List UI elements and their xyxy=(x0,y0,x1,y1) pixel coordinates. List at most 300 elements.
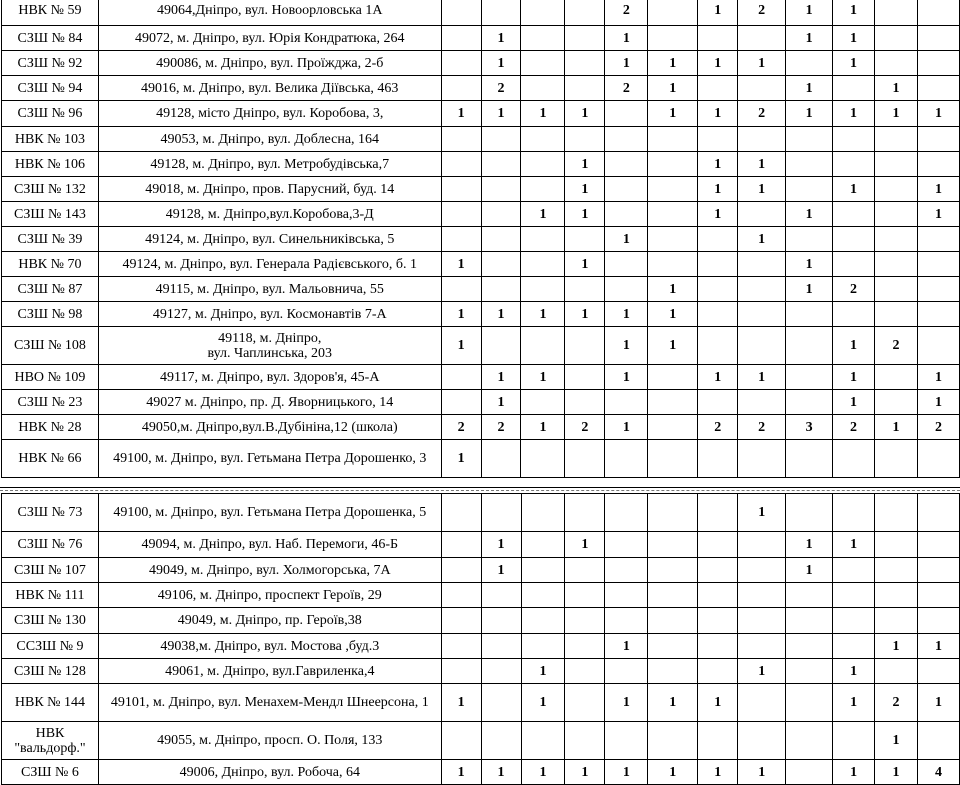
count-cell: 1 xyxy=(833,365,875,390)
count-cell: 1 xyxy=(565,532,605,558)
count-cell xyxy=(786,684,833,722)
count-cell: 1 xyxy=(833,760,875,785)
count-cell: 1 xyxy=(738,152,786,177)
count-cell xyxy=(521,390,565,415)
count-cell: 1 xyxy=(605,227,648,252)
count-cell: 1 xyxy=(917,177,959,202)
count-cell xyxy=(648,494,698,532)
count-cell xyxy=(917,277,959,302)
count-cell xyxy=(917,608,959,634)
count-cell xyxy=(698,127,738,152)
count-cell: 1 xyxy=(605,327,648,365)
count-cell xyxy=(521,634,565,659)
count-cell: 1 xyxy=(481,760,521,785)
count-cell xyxy=(786,227,833,252)
count-cell xyxy=(738,127,786,152)
count-cell: 1 xyxy=(786,558,833,583)
count-cell xyxy=(786,608,833,634)
school-address-cell: 49128, м. Дніпро,вул.Коробова,3-Д xyxy=(98,202,441,227)
count-cell xyxy=(481,177,521,202)
school-address-cell: 49049, м. Дніпро, вул. Холмогорська, 7А xyxy=(98,558,441,583)
count-cell xyxy=(917,558,959,583)
count-cell xyxy=(441,558,481,583)
count-cell xyxy=(738,277,786,302)
count-cell xyxy=(833,227,875,252)
count-cell: 1 xyxy=(874,101,917,127)
school-name-cell: СЗШ № 6 xyxy=(2,760,99,785)
count-cell xyxy=(648,722,698,760)
school-address-cell: 49127, м. Дніпро, вул. Космонавтів 7-А xyxy=(98,302,441,327)
count-cell: 2 xyxy=(917,415,959,440)
table-row xyxy=(2,152,960,177)
table-row xyxy=(2,608,960,634)
count-cell xyxy=(605,277,648,302)
count-cell xyxy=(605,494,648,532)
count-cell xyxy=(441,26,481,51)
count-cell xyxy=(521,252,565,277)
count-cell xyxy=(786,365,833,390)
school-address-cell: 49038,м. Дніпро, вул. Мостова ,буд.3 xyxy=(98,634,441,659)
count-cell xyxy=(481,634,521,659)
count-cell xyxy=(481,608,521,634)
count-cell xyxy=(441,365,481,390)
count-cell xyxy=(786,440,833,478)
table-row xyxy=(2,252,960,277)
count-cell: 2 xyxy=(481,415,521,440)
count-cell xyxy=(521,277,565,302)
count-cell xyxy=(874,390,917,415)
count-cell xyxy=(874,127,917,152)
count-cell: 1 xyxy=(698,365,738,390)
count-cell: 1 xyxy=(786,252,833,277)
count-cell xyxy=(833,302,875,327)
count-cell xyxy=(786,302,833,327)
table-row xyxy=(2,227,960,252)
count-cell xyxy=(521,177,565,202)
count-cell: 1 xyxy=(648,277,698,302)
count-cell xyxy=(565,684,605,722)
count-cell: 1 xyxy=(441,101,481,127)
school-address-cell: 49006, Дніпро, вул. Робоча, 64 xyxy=(98,760,441,785)
count-cell xyxy=(481,440,521,478)
count-cell xyxy=(481,152,521,177)
count-cell: 1 xyxy=(833,177,875,202)
count-cell: 1 xyxy=(521,684,565,722)
count-cell xyxy=(441,494,481,532)
count-cell xyxy=(481,583,521,608)
table-row xyxy=(2,390,960,415)
count-cell xyxy=(441,390,481,415)
count-cell: 1 xyxy=(738,659,786,684)
count-cell xyxy=(874,302,917,327)
count-cell: 1 xyxy=(521,659,565,684)
table-row xyxy=(2,415,960,440)
table-row xyxy=(2,76,960,101)
count-cell: 2 xyxy=(875,684,918,722)
school-name-cell: СЗШ № 73 xyxy=(2,494,99,532)
count-cell xyxy=(481,722,521,760)
school-name-cell: СЗШ № 132 xyxy=(2,177,99,202)
table-row xyxy=(2,101,960,127)
count-cell: 1 xyxy=(441,302,481,327)
count-cell: 1 xyxy=(521,202,565,227)
count-cell xyxy=(875,608,918,634)
count-cell xyxy=(917,51,959,76)
count-cell xyxy=(605,202,648,227)
count-cell: 1 xyxy=(833,26,875,51)
count-cell: 1 xyxy=(605,51,648,76)
count-cell xyxy=(565,558,605,583)
school-address-cell: 49128, місто Дніпро, вул. Коробова, 3, xyxy=(98,101,441,127)
count-cell xyxy=(521,76,565,101)
count-cell: 1 xyxy=(441,327,481,365)
count-cell xyxy=(917,76,959,101)
school-address-cell: 49100, м. Дніпро, вул. Гетьмана Петра Дорошенко, 3 xyxy=(98,440,441,478)
count-cell xyxy=(917,494,959,532)
count-cell xyxy=(565,722,605,760)
count-cell xyxy=(786,390,833,415)
count-cell xyxy=(605,177,648,202)
count-cell: 1 xyxy=(521,101,565,127)
school-name-cell: НВК № 103 xyxy=(2,127,99,152)
count-cell xyxy=(698,277,738,302)
count-cell xyxy=(565,327,605,365)
count-cell xyxy=(738,26,786,51)
count-cell: 1 xyxy=(698,0,738,26)
count-cell xyxy=(605,252,648,277)
school-name-cell: СЗШ № 94 xyxy=(2,76,99,101)
count-cell xyxy=(481,0,521,26)
table-row xyxy=(2,440,960,478)
count-cell xyxy=(874,177,917,202)
count-cell xyxy=(833,440,875,478)
count-cell: 1 xyxy=(648,302,698,327)
school-name-cell: НВК № 59 xyxy=(2,0,99,26)
school-address-cell: 49050,м. Дніпро,вул.В.Дубініна,12 (школа) xyxy=(98,415,441,440)
count-cell: 1 xyxy=(605,415,648,440)
count-cell: 1 xyxy=(738,51,786,76)
school-address-cell: 49064,Дніпро, вул. Новоорловська 1А xyxy=(98,0,441,26)
page-break-dotted-line xyxy=(0,490,960,491)
count-cell: 1 xyxy=(481,365,521,390)
school-address-cell: 49124, м. Дніпро, вул. Синельниківська, 5 xyxy=(98,227,441,252)
school-address-cell: 49100, м. Дніпро, вул. Гетьмана Петра Дорошенка, 5 xyxy=(98,494,441,532)
count-cell xyxy=(698,227,738,252)
school-address-cell: 49027 м. Дніпро, пр. Д. Яворницького, 14 xyxy=(98,390,441,415)
count-cell xyxy=(481,494,521,532)
count-cell: 1 xyxy=(648,760,698,785)
count-cell xyxy=(565,365,605,390)
school-address-cell: 49055, м. Дніпро, просп. О. Поля, 133 xyxy=(98,722,441,760)
count-cell xyxy=(698,608,738,634)
count-cell xyxy=(833,494,875,532)
school-name-cell: СЗШ № 76 xyxy=(2,532,99,558)
count-cell xyxy=(648,634,698,659)
count-cell xyxy=(917,152,959,177)
count-cell xyxy=(917,583,959,608)
count-cell xyxy=(874,152,917,177)
school-address-cell: 49124, м. Дніпро, вул. Генерала Радієвського, б. 1 xyxy=(98,252,441,277)
count-cell xyxy=(441,583,481,608)
count-cell: 1 xyxy=(698,202,738,227)
count-cell xyxy=(481,202,521,227)
count-cell xyxy=(481,252,521,277)
count-cell: 1 xyxy=(698,152,738,177)
count-cell xyxy=(698,558,738,583)
count-cell xyxy=(521,722,565,760)
count-cell: 1 xyxy=(605,365,648,390)
school-name-cell: НВК № 111 xyxy=(2,583,99,608)
table-row xyxy=(2,558,960,583)
count-cell: 1 xyxy=(521,415,565,440)
count-cell xyxy=(648,227,698,252)
schools-table-upper xyxy=(1,0,960,478)
count-cell xyxy=(565,494,605,532)
table-row xyxy=(2,494,960,532)
count-cell xyxy=(738,252,786,277)
count-cell: 1 xyxy=(521,365,565,390)
count-cell xyxy=(786,583,833,608)
school-name-cell: НВК № 70 xyxy=(2,252,99,277)
count-cell xyxy=(738,76,786,101)
school-address-cell: 49101, м. Дніпро, вул. Менахем-Мендл Шнеерсона, 1 xyxy=(98,684,441,722)
count-cell xyxy=(917,440,959,478)
school-name-cell: ССЗШ № 9 xyxy=(2,634,99,659)
count-cell: 2 xyxy=(738,0,786,26)
count-cell xyxy=(481,127,521,152)
count-cell xyxy=(698,722,738,760)
school-address-cell: 49118, м. Дніпро, вул. Чаплинська, 203 xyxy=(98,327,441,365)
count-cell xyxy=(698,302,738,327)
count-cell xyxy=(698,252,738,277)
school-name-cell: СЗШ № 96 xyxy=(2,101,99,127)
count-cell xyxy=(786,177,833,202)
count-cell xyxy=(738,608,786,634)
count-cell xyxy=(917,252,959,277)
school-address-cell: 49094, м. Дніпро, вул. Наб. Перемоги, 46-Б xyxy=(98,532,441,558)
count-cell: 1 xyxy=(648,76,698,101)
table-row xyxy=(2,277,960,302)
count-cell xyxy=(648,252,698,277)
count-cell: 2 xyxy=(565,415,605,440)
count-cell xyxy=(917,532,959,558)
school-name-cell: НВК № 28 xyxy=(2,415,99,440)
count-cell xyxy=(605,152,648,177)
count-cell xyxy=(874,0,917,26)
count-cell xyxy=(833,634,875,659)
count-cell: 1 xyxy=(441,684,481,722)
count-cell xyxy=(874,26,917,51)
count-cell xyxy=(441,152,481,177)
count-cell: 1 xyxy=(917,684,959,722)
count-cell xyxy=(648,152,698,177)
count-cell xyxy=(648,608,698,634)
count-cell xyxy=(917,0,959,26)
count-cell xyxy=(521,0,565,26)
schools-table-lower xyxy=(1,493,960,785)
count-cell: 1 xyxy=(481,51,521,76)
count-cell xyxy=(441,608,481,634)
count-cell xyxy=(917,127,959,152)
count-cell: 1 xyxy=(605,760,648,785)
count-cell xyxy=(565,634,605,659)
count-cell xyxy=(605,101,648,127)
count-cell: 1 xyxy=(786,202,833,227)
count-cell xyxy=(605,127,648,152)
school-name-cell: НВК "вальдорф." xyxy=(2,722,99,760)
count-cell: 1 xyxy=(786,277,833,302)
count-cell xyxy=(565,76,605,101)
count-cell xyxy=(648,127,698,152)
count-cell: 1 xyxy=(833,327,875,365)
school-address-cell: 49128, м. Дніпро, вул. Метробудівська,7 xyxy=(98,152,441,177)
count-cell xyxy=(521,152,565,177)
count-cell xyxy=(833,252,875,277)
count-cell xyxy=(521,494,565,532)
count-cell: 1 xyxy=(698,760,738,785)
count-cell: 2 xyxy=(738,415,786,440)
count-cell xyxy=(833,152,875,177)
count-cell xyxy=(874,277,917,302)
school-address-cell: 49061, м. Дніпро, вул.Гавриленка,4 xyxy=(98,659,441,684)
count-cell: 1 xyxy=(917,390,959,415)
school-address-cell: 49117, м. Дніпро, вул. Здоров'я, 45-А xyxy=(98,365,441,390)
count-cell xyxy=(698,494,738,532)
count-cell xyxy=(648,26,698,51)
count-cell xyxy=(605,722,648,760)
count-cell: 1 xyxy=(833,0,875,26)
school-name-cell: НВК № 66 xyxy=(2,440,99,478)
count-cell xyxy=(521,127,565,152)
count-cell: 1 xyxy=(565,252,605,277)
count-cell xyxy=(874,227,917,252)
count-cell xyxy=(698,440,738,478)
count-cell: 1 xyxy=(917,634,959,659)
count-cell xyxy=(786,722,833,760)
count-cell xyxy=(605,558,648,583)
count-cell xyxy=(917,659,959,684)
count-cell: 1 xyxy=(738,494,786,532)
count-cell: 1 xyxy=(481,558,521,583)
count-cell xyxy=(521,583,565,608)
count-cell xyxy=(441,76,481,101)
school-name-cell: СЗШ № 87 xyxy=(2,277,99,302)
count-cell: 1 xyxy=(698,177,738,202)
count-cell xyxy=(565,0,605,26)
count-cell xyxy=(605,532,648,558)
count-cell xyxy=(738,583,786,608)
count-cell: 1 xyxy=(833,390,875,415)
count-cell: 1 xyxy=(786,26,833,51)
count-cell xyxy=(648,177,698,202)
count-cell: 2 xyxy=(481,76,521,101)
count-cell xyxy=(521,608,565,634)
count-cell xyxy=(786,494,833,532)
table-row xyxy=(2,0,960,26)
count-cell xyxy=(521,26,565,51)
count-cell xyxy=(698,634,738,659)
count-cell xyxy=(648,390,698,415)
count-cell xyxy=(917,302,959,327)
count-cell xyxy=(875,532,918,558)
count-cell: 1 xyxy=(786,76,833,101)
count-cell xyxy=(605,659,648,684)
count-cell xyxy=(441,659,481,684)
school-address-cell: 49053, м. Дніпро, вул. Доблесна, 164 xyxy=(98,127,441,152)
count-cell xyxy=(565,51,605,76)
count-cell xyxy=(441,277,481,302)
count-cell: 1 xyxy=(648,51,698,76)
school-address-cell: 49072, м. Дніпро, вул. Юрія Кондратюка, 264 xyxy=(98,26,441,51)
count-cell xyxy=(565,227,605,252)
count-cell: 1 xyxy=(481,390,521,415)
count-cell xyxy=(565,26,605,51)
count-cell xyxy=(738,722,786,760)
count-cell xyxy=(605,390,648,415)
school-address-cell: 49106, м. Дніпро, проспект Героїв, 29 xyxy=(98,583,441,608)
count-cell xyxy=(605,440,648,478)
count-cell: 1 xyxy=(648,684,698,722)
count-cell xyxy=(833,127,875,152)
count-cell xyxy=(441,634,481,659)
count-cell: 1 xyxy=(875,760,918,785)
count-cell xyxy=(917,26,959,51)
count-cell xyxy=(786,51,833,76)
count-cell: 1 xyxy=(917,202,959,227)
count-cell: 1 xyxy=(786,101,833,127)
count-cell: 1 xyxy=(441,760,481,785)
count-cell xyxy=(917,327,959,365)
count-cell xyxy=(521,532,565,558)
count-cell xyxy=(833,722,875,760)
count-cell: 1 xyxy=(565,177,605,202)
count-cell xyxy=(441,722,481,760)
count-cell: 3 xyxy=(786,415,833,440)
count-cell xyxy=(833,76,875,101)
count-cell: 1 xyxy=(833,659,875,684)
school-address-cell: 490086, м. Дніпро, вул. Проїжджа, 2-б xyxy=(98,51,441,76)
count-cell xyxy=(648,365,698,390)
count-cell: 1 xyxy=(833,684,875,722)
table-row xyxy=(2,365,960,390)
count-cell xyxy=(738,440,786,478)
count-cell: 1 xyxy=(698,51,738,76)
school-address-cell: 49016, м. Дніпро, вул. Велика Діївська, 463 xyxy=(98,76,441,101)
count-cell: 1 xyxy=(875,722,918,760)
count-cell: 1 xyxy=(786,532,833,558)
count-cell xyxy=(874,252,917,277)
table-row xyxy=(2,722,960,760)
count-cell xyxy=(441,177,481,202)
count-cell xyxy=(738,302,786,327)
count-cell xyxy=(481,684,521,722)
count-cell: 1 xyxy=(698,684,738,722)
count-cell xyxy=(833,558,875,583)
school-name-cell: СЗШ № 23 xyxy=(2,390,99,415)
count-cell: 1 xyxy=(648,101,698,127)
count-cell: 1 xyxy=(875,634,918,659)
count-cell xyxy=(648,202,698,227)
count-cell xyxy=(738,202,786,227)
count-cell xyxy=(833,202,875,227)
school-address-cell: 49115, м. Дніпро, вул. Мальовнича, 55 xyxy=(98,277,441,302)
count-cell xyxy=(648,532,698,558)
school-name-cell: НВК № 144 xyxy=(2,684,99,722)
count-cell xyxy=(441,0,481,26)
count-cell xyxy=(565,127,605,152)
count-cell xyxy=(786,634,833,659)
count-cell xyxy=(521,327,565,365)
